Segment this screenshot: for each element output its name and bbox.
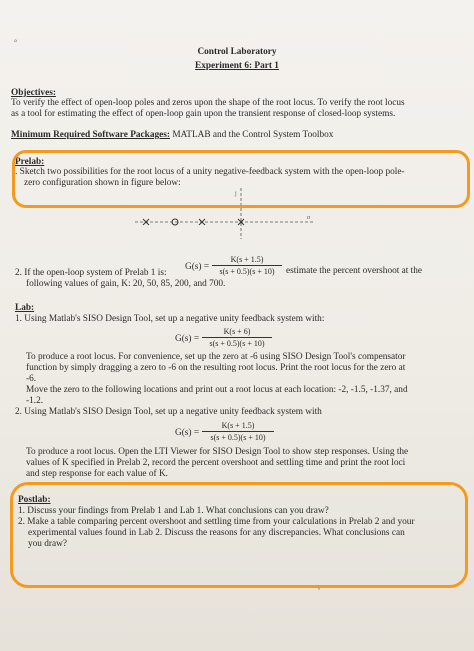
- lab-para-1-line-4: Move the zero to the following locations and print out a root locus at each location: -2, -1.5, -1.37, and: [26, 385, 408, 395]
- svg-text:σ: σ: [307, 215, 311, 221]
- lab-tf2-fraction: [202, 421, 274, 442]
- lab-tf1-lhs: G(s) =: [175, 334, 200, 344]
- prelab-tf-fraction: [212, 255, 282, 276]
- doc-subtitle: Experiment 6: Part 1: [195, 61, 279, 71]
- objectives-heading: Objectives:: [11, 88, 56, 98]
- lab-heading: Lab:: [15, 303, 35, 313]
- prelab-item-1-line-2: zero configuration shown in figure below:: [24, 178, 181, 188]
- prelab-item-2-suffix: estimate the percent overshoot at the: [286, 266, 423, 276]
- prelab-item-1-line-1: . Sketch two possibilities for the root locus of a unity negative-feedback system with the open-loop pole-: [15, 167, 405, 177]
- lab-para-2-line-1: To produce a root locus. Open the LTI Viewer for SISO Design Tool to show step responses. Using the: [26, 447, 409, 457]
- software-text: MATLAB and the Control System Toolbox: [172, 130, 334, 140]
- lab-tf1-numerator: K(s + 6): [223, 327, 251, 336]
- lab-item-1: 1. Using Matlab's SISO Design Tool, set up a negative unity feedback system with:: [15, 314, 325, 324]
- lab-para-2-line-3: and step response for each value of K.: [26, 469, 168, 479]
- postlab-item-1: 1. Discuss your findings from Prelab 1 and Lab 1. What conclusions can you draw?: [18, 506, 329, 516]
- postlab-heading: Postlab:: [18, 495, 51, 505]
- lab-para-1-line-5: -1.2.: [26, 396, 44, 406]
- prelab-heading: Prelab:: [15, 157, 45, 167]
- svg-text:j: j: [235, 191, 237, 197]
- software-requirements: [11, 130, 333, 141]
- lab-tf1-denominator: s(s + 0.5)(s + 10): [209, 339, 265, 348]
- lab-item-2: 2. Using Matlab's SISO Design Tool, set up a negative unity feedback system with: [15, 407, 322, 417]
- prelab-item-2-line-2: following values of gain, K: 20, 50, 85, 200, and 700.: [26, 279, 226, 289]
- postlab-item-2-line-3: you draw?: [28, 539, 67, 549]
- objectives-line-1: To verify the effect of open-loop poles and zeros upon the shape of the root locus. To verify the root locus: [11, 98, 405, 108]
- lab-para-1-line-3: -6.: [26, 374, 37, 384]
- page-mark: ,: [318, 582, 320, 591]
- postlab-item-2-line-1: 2. Make a table comparing percent overshoot and settling time from your calculations in Prelab 2 and your: [18, 517, 415, 527]
- objectives-line-2: as a tool for estimating the effect of open-loop gain upon the transient response of closed-loop systems.: [11, 109, 396, 119]
- prelab-item-2-prefix: 2. If the open-loop system of Prelab 1 is:: [15, 268, 167, 278]
- lab-tf2-numerator: K(s + 1.5): [221, 421, 255, 430]
- prelab-tf-denominator: s(s + 0.5)(s + 10): [219, 267, 275, 276]
- lab-para-2-line-2: values of K specified in Prelab 2, record the percent overshoot and settling time and print the root loci: [26, 458, 406, 468]
- lab-para-1-line-2: function by simply dragging a zero to -6 on the resulting root locus. Print the root locus for the zero at: [26, 363, 406, 373]
- lab-para-1-line-1: To produce a root locus. For convenience, set up the zero at -6 using SISO Design Tool's compensator: [26, 352, 406, 362]
- postlab-item-2-line-2: experimental values found in Lab 2. Discuss the reasons for any discrepancies. What conclusions can: [28, 528, 405, 538]
- doc-title: Control Laboratory: [197, 47, 277, 57]
- software-heading: Minimum Required Software Packages:: [11, 130, 170, 140]
- prelab-highlight-box: [12, 150, 470, 208]
- prelab-tf-numerator: K(s + 1.5): [230, 255, 264, 264]
- pole-marker-near: [199, 219, 205, 225]
- page-mark: °: [14, 38, 18, 47]
- lab-tf2-lhs: G(s) =: [175, 428, 200, 438]
- postlab-highlight-box: [10, 482, 468, 588]
- prelab-tf-lhs: G(s) =: [185, 262, 210, 272]
- lab-tf2-denominator: s(s + 0.5)(s + 10): [210, 433, 266, 442]
- pole-marker-far: [143, 219, 149, 225]
- lab-tf1-fraction: [202, 327, 272, 348]
